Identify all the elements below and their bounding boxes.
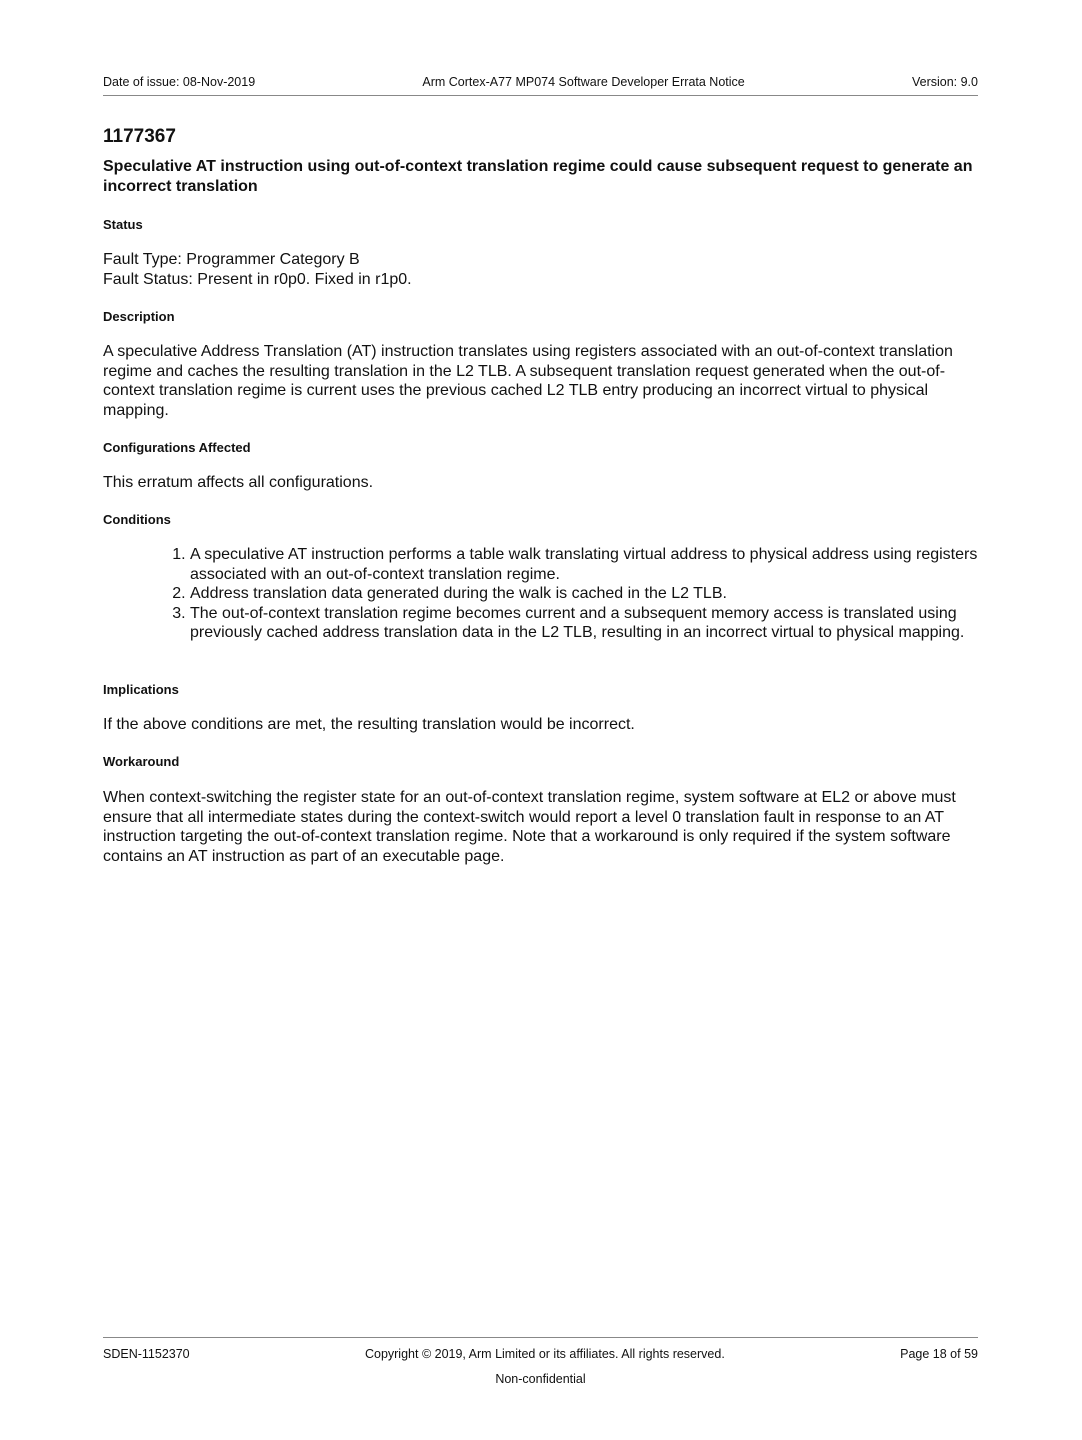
issue-date: Date of issue: 08-Nov-2019 [103, 75, 256, 89]
condition-item: 1. A speculative AT instruction performs a table walk translating virtual address to physical address using registers associated with an out-of-context translation regime. [190, 545, 978, 584]
description-text: A speculative Address Translation (AT) instruction translates using registers associated with an out-of-context translation regime and caches the resulting translation in the L2 TLB. A subsequent translation request generated when the out-of-context translation regime is current uses the previous cached L2 TLB entry producing an incorrect virtual to physical mapping. [103, 343, 953, 419]
configurations-heading: Configurations Affected [103, 440, 251, 455]
document-title: Arm Cortex-A77 MP074 Software Developer Errata Notice [422, 75, 745, 89]
description-heading: Description [103, 309, 175, 324]
conditions-list [103, 545, 978, 643]
fault-status: Fault Status: Present in r0p0. Fixed in r1p0. [103, 271, 412, 288]
erratum-title: Speculative AT instruction using out-of-context translation regime could cause subsequent request to generate an incorrect translation [103, 158, 973, 195]
implications-text: If the above conditions are met, the resulting translation would be incorrect. [103, 716, 635, 733]
conditions-heading: Conditions [103, 512, 171, 527]
copyright: Copyright © 2019, Arm Limited or its affiliates. All rights reserved. [364, 1347, 725, 1361]
condition-item: 3. The out-of-context translation regime becomes current and a subsequent memory access is translated using previously cached address translation data in the L2 TLB, resulting in an incorrect virtual to physical mapping. [190, 604, 978, 643]
implications-heading: Implications [103, 682, 179, 697]
page-number: Page 18 of 59 [900, 1347, 978, 1361]
document-id: SDEN-1152370 [103, 1347, 190, 1361]
page-footer [103, 1337, 978, 1361]
workaround-text: When context-switching the register state for an out-of-context translation regime, system software at EL2 or above must ensure that all intermediate states during the context-switch would report a level 0 translation fault in response to an AT instruction targeting the out-of-context translation regime. Note that a workaround is only required if the system software contains an AT instruction as part of an executable page. [103, 789, 956, 865]
configurations-text: This erratum affects all configurations. [103, 474, 374, 491]
version: Version: 9.0 [911, 75, 978, 89]
page-header [103, 75, 978, 96]
erratum-id: 1177367 [103, 126, 176, 147]
fault-type: Fault Type: Programmer Category B [103, 251, 360, 268]
condition-item: 2. Address translation data generated during the walk is cached in the L2 TLB. [190, 584, 978, 604]
workaround-heading: Workaround [103, 754, 180, 769]
classification: Non-confidential [495, 1372, 586, 1386]
status-heading: Status [103, 217, 143, 232]
